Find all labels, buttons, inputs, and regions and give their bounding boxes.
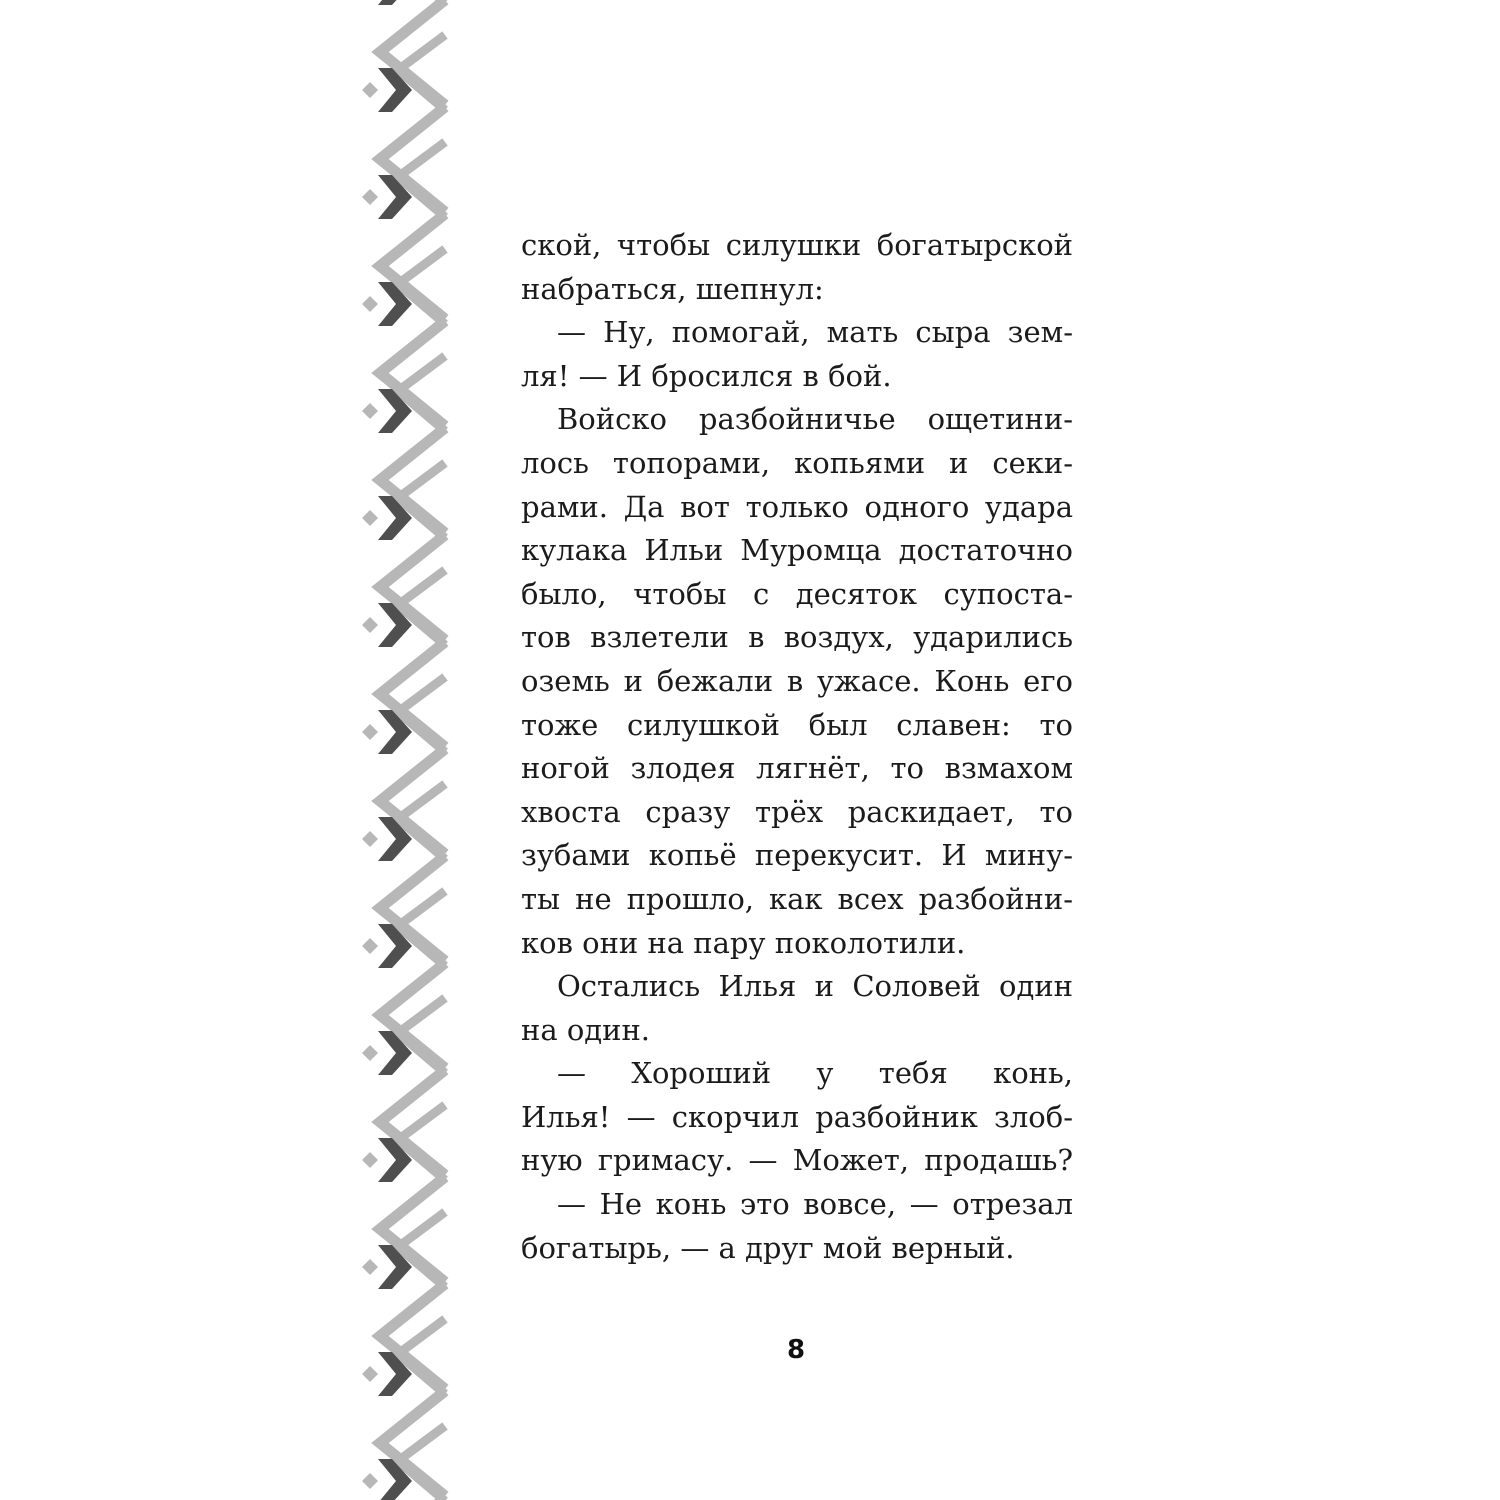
zigzag-chevron (398, 35, 445, 110)
zigzag-chevron (380, 856, 445, 961)
zigzag-chevron (380, 321, 445, 426)
text-line: ты не прошло, как всех разбойни- (521, 881, 1073, 916)
zigzag-chevron (398, 784, 445, 859)
diamond-icon (362, 510, 378, 526)
diamond-icon (362, 1366, 378, 1382)
zigzag-chevron (380, 428, 445, 533)
diamond-icon (362, 1045, 378, 1061)
zigzag-chevron (398, 1319, 445, 1394)
zigzag-chevron (380, 535, 445, 640)
zigzag-chevron (380, 749, 445, 854)
text-line: богатырь, — а друг мой верный. (521, 1230, 1015, 1265)
zigzag-chevron (380, 642, 445, 747)
text-line: Илья! — скорчил разбойник злоб- (521, 1099, 1073, 1134)
zigzag-chevron (380, 214, 445, 319)
diamond-icon (362, 82, 378, 98)
zigzag-chevron (398, 570, 445, 645)
text-line: ля! — И бросился в бой. (521, 358, 892, 393)
diamond-icon (362, 1473, 378, 1489)
zigzag-chevron (380, 963, 445, 1068)
zigzag-chevron (380, 1070, 445, 1175)
page-number: 8 (786, 1335, 806, 1365)
text-line: на один. (521, 1012, 651, 1047)
decorative-border-ornament (350, 0, 450, 1500)
chevron-icon (378, 0, 412, 5)
text-line: зубами копьё перекусит. И мину- (521, 838, 1073, 873)
text-line: рами. Да вот только одного удара (521, 489, 1073, 524)
text-line: лось топорами, копьями и секи- (521, 445, 1073, 480)
diamond-icon (362, 403, 378, 419)
text-line: — Не конь это вовсе, — отрезал (557, 1187, 1073, 1222)
text-line: было, чтобы с десяток супоста- (521, 576, 1073, 611)
text-line: — Ну, помогай, мать сыра зем- (557, 315, 1073, 350)
text-line: ногой злодея лягнёт, то взмахом (521, 751, 1073, 786)
diamond-icon (362, 1259, 378, 1275)
text-line: хвоста сразу трёх раскидает, то (521, 794, 1073, 829)
text-line: — Хороший у тебя конь, (557, 1056, 1073, 1091)
zigzag-chevron (398, 1212, 445, 1287)
zigzag-chevron (398, 998, 445, 1073)
diamond-icon (362, 1152, 378, 1168)
text-line: тоже силушкой был славен: то (521, 707, 1073, 742)
diamond-icon (362, 831, 378, 847)
zigzag-chevron (380, 1284, 445, 1389)
diamond-icon (362, 617, 378, 633)
diamond-icon (362, 938, 378, 954)
zigzag-chevron (398, 249, 445, 324)
diamond-icon (362, 724, 378, 740)
zigzag-chevron (380, 0, 445, 105)
diamond-icon (362, 189, 378, 205)
diamond-icon (362, 296, 378, 312)
text-line: ную гримасу. — Может, продашь? (521, 1143, 1073, 1178)
zigzag-chevron (398, 677, 445, 752)
body-text (521, 224, 1073, 1270)
zigzag-chevron (398, 1105, 445, 1180)
zigzag-chevron (398, 891, 445, 966)
zigzag-chevron (398, 356, 445, 431)
zigzag-chevron (398, 142, 445, 217)
text-line: ской, чтобы силушки богатырской (521, 228, 1073, 262)
text-line: кулака Ильи Муромца достаточно (521, 533, 1073, 568)
text-line: Войско разбойничье ощетини- (557, 402, 1073, 437)
text-line: набраться, шепнул: (521, 271, 824, 306)
zigzag-chevron (380, 1177, 445, 1282)
zigzag-chevron (398, 463, 445, 538)
zigzag-chevron (380, 107, 445, 212)
text-line: Остались Илья и Соловей один (557, 969, 1073, 1004)
zigzag-chevron (380, 1391, 445, 1496)
text-line: оземь и бежали в ужасе. Конь его (521, 663, 1073, 698)
text-line: тов взлетели в воздух, ударились (521, 620, 1073, 655)
text-line: ков они на пару поколотили. (521, 925, 966, 960)
